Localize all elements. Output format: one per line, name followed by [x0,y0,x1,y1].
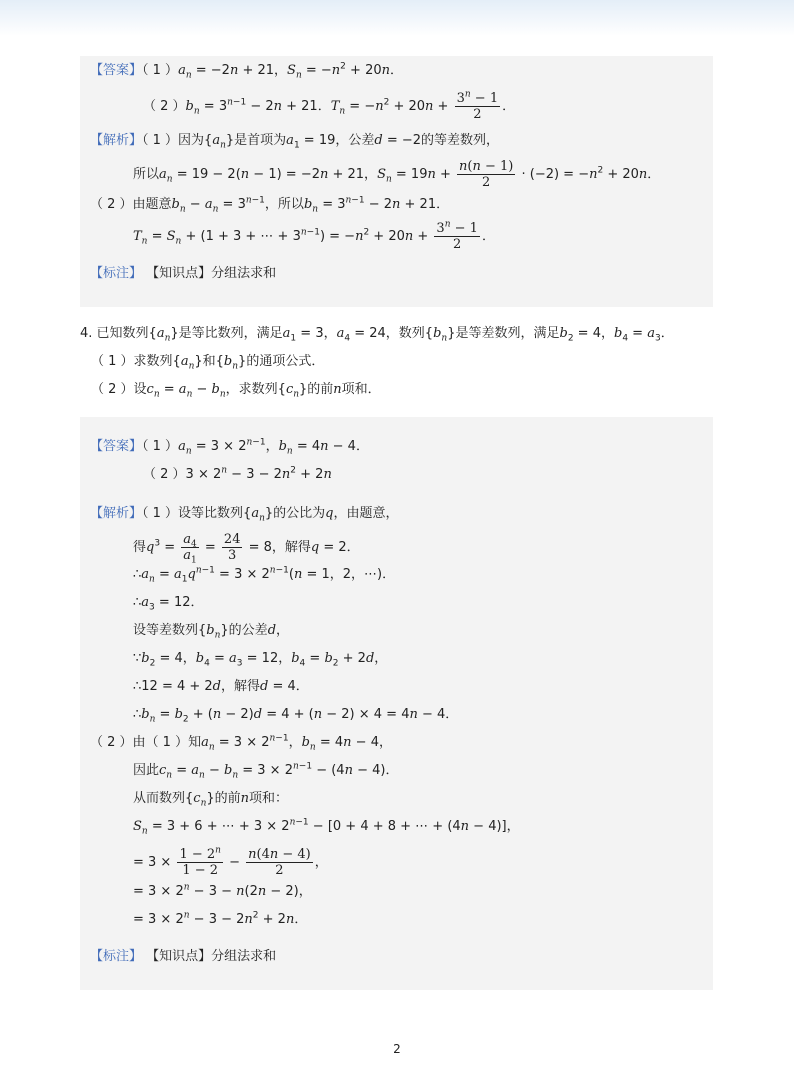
q4-analysis-l11: 从而数列$\{c_n\}$的前n项和： [133,791,289,809]
header-band [0,0,794,36]
note-tag: 【标注】 [90,949,143,964]
q3-analysis-line-1: 【解析】（ 1 ）因为$\{a_n\}$是首项为$a_1 = 19$，公差d = −2的等差数列， [90,133,500,151]
q3-answer-line-2: （ 2 ）$b_n = 3^{n-1} - 2n + 21$．$T_n = -n^2 + 20n$ + $\frac{3^n - 1}{2}$ ． [143,89,516,122]
q4-answer-line-2: （ 2 ）$3 \times 2^n - 3 - 2n^2 + 2n$ [143,465,332,482]
q4-analysis-l14: = $3 \times 2^n - 3 - n(2n - 2)$， [133,882,312,899]
q4-analysis-l1: 【解析】（ 1 ）设等比数列$\{a_n\}$的公比为q，由题意， [90,506,399,524]
q4-answer-line-1: 【答案】（ 1 ）$a_n = 3 \times 2^{n-1}$，$b_n = 4n - 4$． [90,437,369,457]
q4-analysis-l8: $\therefore b_n = b_2 + (n - 2)d = 4 + (n - 2) \times 4 = 4n - 4$． [133,707,459,725]
answer-tag: 【答案】 [90,439,143,454]
q4-analysis-l6: $\because b_2 = 4$，$b_4 = a_3 = 12$，$b_4 = b_2 + 2d$， [133,651,388,669]
q4-analysis-l5: 设等差数列$\{b_n\}$的公差d， [133,623,290,641]
page-number: 2 [393,1042,401,1056]
q4-solution-box [80,417,713,990]
q3-note-line [90,264,276,284]
note-text: 【知识点】分组法求和 [146,949,277,964]
note-text: 【知识点】分组法求和 [146,266,277,281]
q4-part-1: （ 1 ）求数列$\{a_n\}$和$\{b_n\}$的通项公式． [91,354,325,372]
q4-analysis-l9: （ 2 ）由（ 1 ）知$a_n = 3 \times 2^{n-1}$，$b_n = 4n - 4$， [90,733,392,753]
note-tag: 【标注】 [90,266,143,281]
q3-answer-line-1: 【答案】（ 1 ）$a_n = -2n + 21$，$S_n = -n^2 + 20n$． [90,61,403,81]
analysis-tag: 【解析】 [90,133,143,148]
q4-stem: 4. 已知数列$\{a_n\}$是等比数列，满足$a_1 = 3$，$a_4 = 24$，数列$\{b_n\}$是等差数列，满足$b_2 = 4$，$b_4 = a_3$． [80,326,674,344]
q3-analysis-line-3: （ 2 ）由题意$b_n - a_n = 3^{n-1}$，所以$b_n = 3^{n-1} - 2n + 21$． [90,195,450,215]
analysis-tag: 【解析】 [90,506,143,521]
answer-tag: 【答案】 [90,63,143,78]
q4-analysis-l2: 得$q^3$ = $\frac{a_4}{a_1}$ = $\frac{24}{3}$ = 8，解得q = 2． [133,532,360,566]
q4-analysis-l7: ∴12 = 4 + 2d，解得d = 4． [133,679,309,694]
q3-analysis-line-4: $T_n = S_n + (1 + 3$ + ⋯ + $3^{n-1}) = -n^2 + 20n$ + $\frac{3^n - 1}{2}$ ． [133,219,495,252]
q4-analysis-l12: $S_n = 3 + 6$ + ⋯ + $3 \times 2^{n-1} - [0 + 4 + 8$ + ⋯ + (4n − 4)]， [133,817,520,837]
q4-analysis-l15: = $3 \times 2^n - 3 - 2n^2 + 2n$． [133,910,308,927]
q4-analysis-l3: $\therefore a_n = a_1q^{n-1} = 3 \times 2^{n-1}(n = 1$，2，⋯)． [133,565,396,585]
q4-analysis-l13: = 3 × $\frac{1 - 2^n}{1 - 2}$ − $\frac{n(4n - 4)}{2}$ ， [133,845,328,878]
q4-part-2: （ 2 ）设$c_n = a_n - b_n$，求数列$\{c_n\}$的前n项和． [91,382,381,400]
q3-solution-box [80,56,713,307]
q3-analysis-line-2: 所以$a_n = 19 - 2(n - 1) = -2n + 21$，$S_n = 19n$ + $\frac{n(n - 1)}{2}$ · $(-2) = -n^2 + 20n$． [133,159,661,190]
q4-note-line [90,947,276,967]
q4-analysis-l4: $\therefore a_3 = 12$． [133,595,204,613]
q4-analysis-l10: 因此$c_n = a_n - b_n = 3 \times 2^{n-1} - (4n - 4)$． [133,761,399,781]
